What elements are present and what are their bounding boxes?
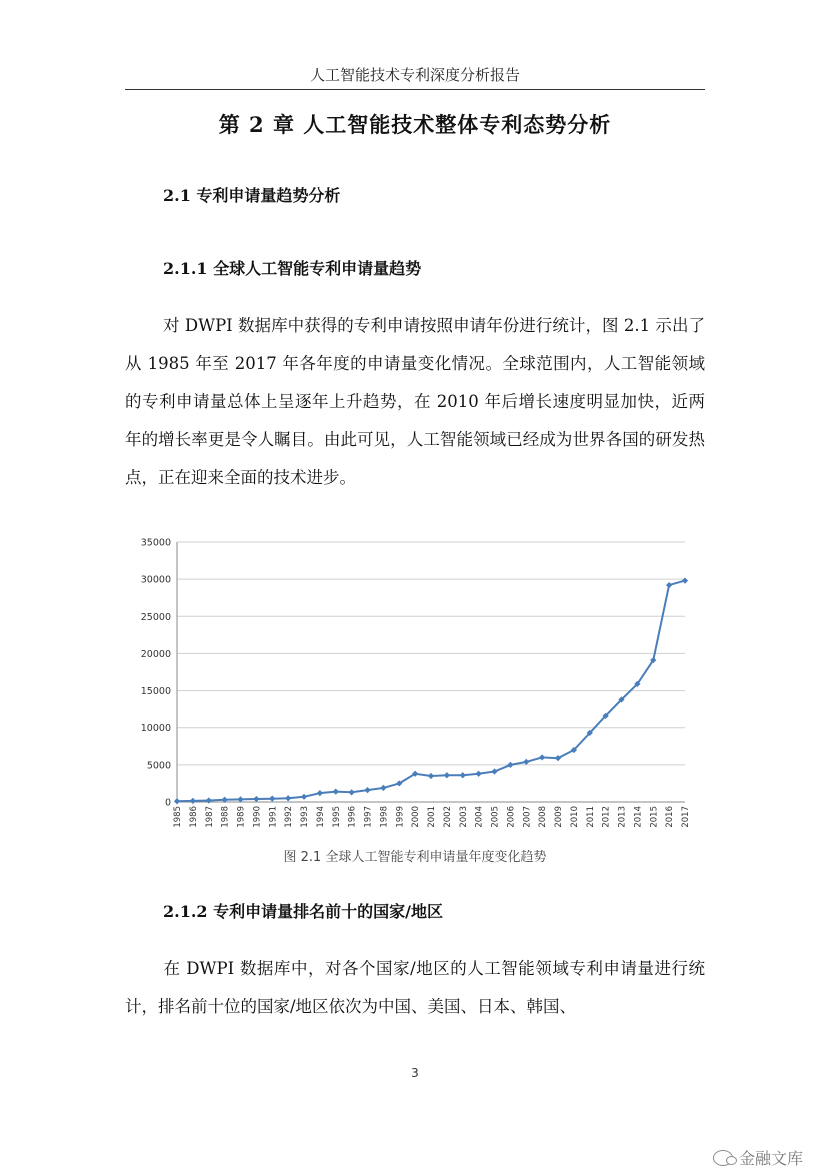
data-point: [444, 772, 450, 778]
y-tick-label: 10000: [140, 723, 171, 735]
x-tick-label: 1995: [331, 806, 342, 828]
x-tick-label: 1990: [252, 806, 263, 828]
data-point: [364, 787, 370, 793]
data-point: [206, 797, 212, 803]
data-point: [491, 768, 497, 774]
x-tick-label: 2002: [442, 806, 453, 828]
paragraph-1: [125, 307, 705, 497]
x-tick-label: 1986: [188, 806, 199, 828]
watermark-text: 金融文库: [738, 1149, 803, 1168]
data-point: [523, 759, 529, 765]
y-axis-ticks: [141, 538, 171, 809]
x-tick-label: 2010: [569, 806, 580, 828]
y-tick-label: 35000: [140, 537, 171, 549]
x-tick-label: 1991: [268, 806, 279, 828]
data-point: [539, 754, 545, 760]
figure-caption: 图 2.1 全球人工智能专利申请量年度变化趋势: [283, 850, 547, 865]
x-tick-label: 2008: [538, 806, 549, 828]
x-tick-label: 2012: [601, 806, 612, 828]
data-point: [666, 582, 672, 588]
x-tick-label: 1998: [379, 806, 390, 828]
x-tick-label: 1994: [315, 806, 326, 828]
x-tick-label: 1993: [300, 806, 310, 828]
watermark: [713, 1146, 803, 1169]
x-tick-label: 1989: [236, 806, 247, 828]
y-tick-label: 5000: [146, 760, 171, 772]
x-tick-label: 1987: [204, 806, 215, 828]
x-tick-label: 2009: [554, 806, 564, 828]
x-tick-label: 2001: [427, 806, 437, 828]
data-point: [190, 798, 196, 804]
data-point: [507, 762, 513, 768]
chart-grid: [177, 542, 685, 802]
data-point: [476, 771, 482, 777]
y-tick-label: 30000: [140, 574, 171, 586]
data-point: [253, 796, 259, 802]
x-tick-label: 2016: [665, 806, 676, 828]
data-point: [380, 785, 386, 791]
y-tick-label: 25000: [140, 611, 171, 623]
x-tick-label: 2013: [617, 806, 628, 828]
x-tick-label: 2011: [585, 806, 596, 828]
x-tick-label: 2006: [506, 806, 517, 828]
x-tick-label: 1996: [347, 806, 358, 828]
x-tick-label: 1992: [284, 806, 295, 828]
subsection-title-2-1-1: 2.1.1 全球人工智能专利申请量趋势: [163, 259, 422, 278]
data-point: [317, 790, 323, 796]
data-point: [349, 789, 355, 795]
wechat-icon: [713, 1150, 733, 1166]
x-axis-ticks: [173, 806, 691, 828]
data-point: [301, 794, 307, 800]
x-tick-label: 1999: [395, 806, 406, 828]
data-point: [285, 795, 291, 801]
x-tick-label: 2015: [649, 806, 660, 828]
data-point: [333, 788, 339, 794]
y-tick-label: 15000: [140, 686, 171, 698]
x-tick-label: 1988: [220, 806, 231, 828]
page-number: 3: [411, 1066, 419, 1080]
x-tick-label: 2003: [458, 806, 469, 828]
x-tick-label: 2014: [633, 806, 644, 828]
x-tick-label: 2000: [411, 806, 422, 828]
y-tick-label: 0: [164, 797, 171, 809]
data-point: [460, 772, 466, 778]
section-title: 2.1 专利申请量趋势分析: [163, 186, 341, 205]
x-tick-label: 2005: [490, 806, 501, 828]
data-point: [174, 798, 180, 804]
paragraph-2: [125, 950, 705, 1026]
paragraph-2-text: 在 DWPI 数据库中，对各个国家/地区的人工智能领域专利申请量进行统计，排名前十位的国家/地区依次为中国、美国、日本、韩国、: [125, 959, 705, 1016]
running-header: 人工智能技术专利深度分析报告: [309, 66, 520, 84]
data-point: [269, 796, 275, 802]
x-tick-label: 1997: [363, 806, 374, 828]
x-tick-label: 2004: [474, 806, 485, 828]
x-tick-label: 2007: [522, 806, 533, 828]
patent-trend-chart: [125, 530, 705, 830]
y-tick-label: 20000: [140, 648, 171, 660]
paragraph-1-text: 对 DWPI 数据库中获得的专利申请按照申请年份进行统计，图 2.1 示出了从 1985 年至 2017 年各年度的申请量变化情况。全球范围内，人工智能领域的专利申请量总体上呈逐年上升趋势，在 2010 年后增长速度明显加快，近两年的增长率更是令人瞩目。由此可见，人工智能领域已经成为世界各国的研发热点，正在迎来全面的技术进步。: [125, 316, 705, 487]
header-rule: [125, 89, 705, 90]
data-point: [682, 578, 688, 584]
x-tick-label: 1985: [173, 806, 183, 828]
chapter-title: 第 2 章 人工智能技术整体专利态势分析: [218, 112, 612, 137]
data-point: [428, 773, 434, 779]
subsection-title-2-1-2: 2.1.2 专利申请量排名前十的国家/地区: [163, 902, 443, 921]
x-tick-label: 2017: [681, 806, 691, 828]
